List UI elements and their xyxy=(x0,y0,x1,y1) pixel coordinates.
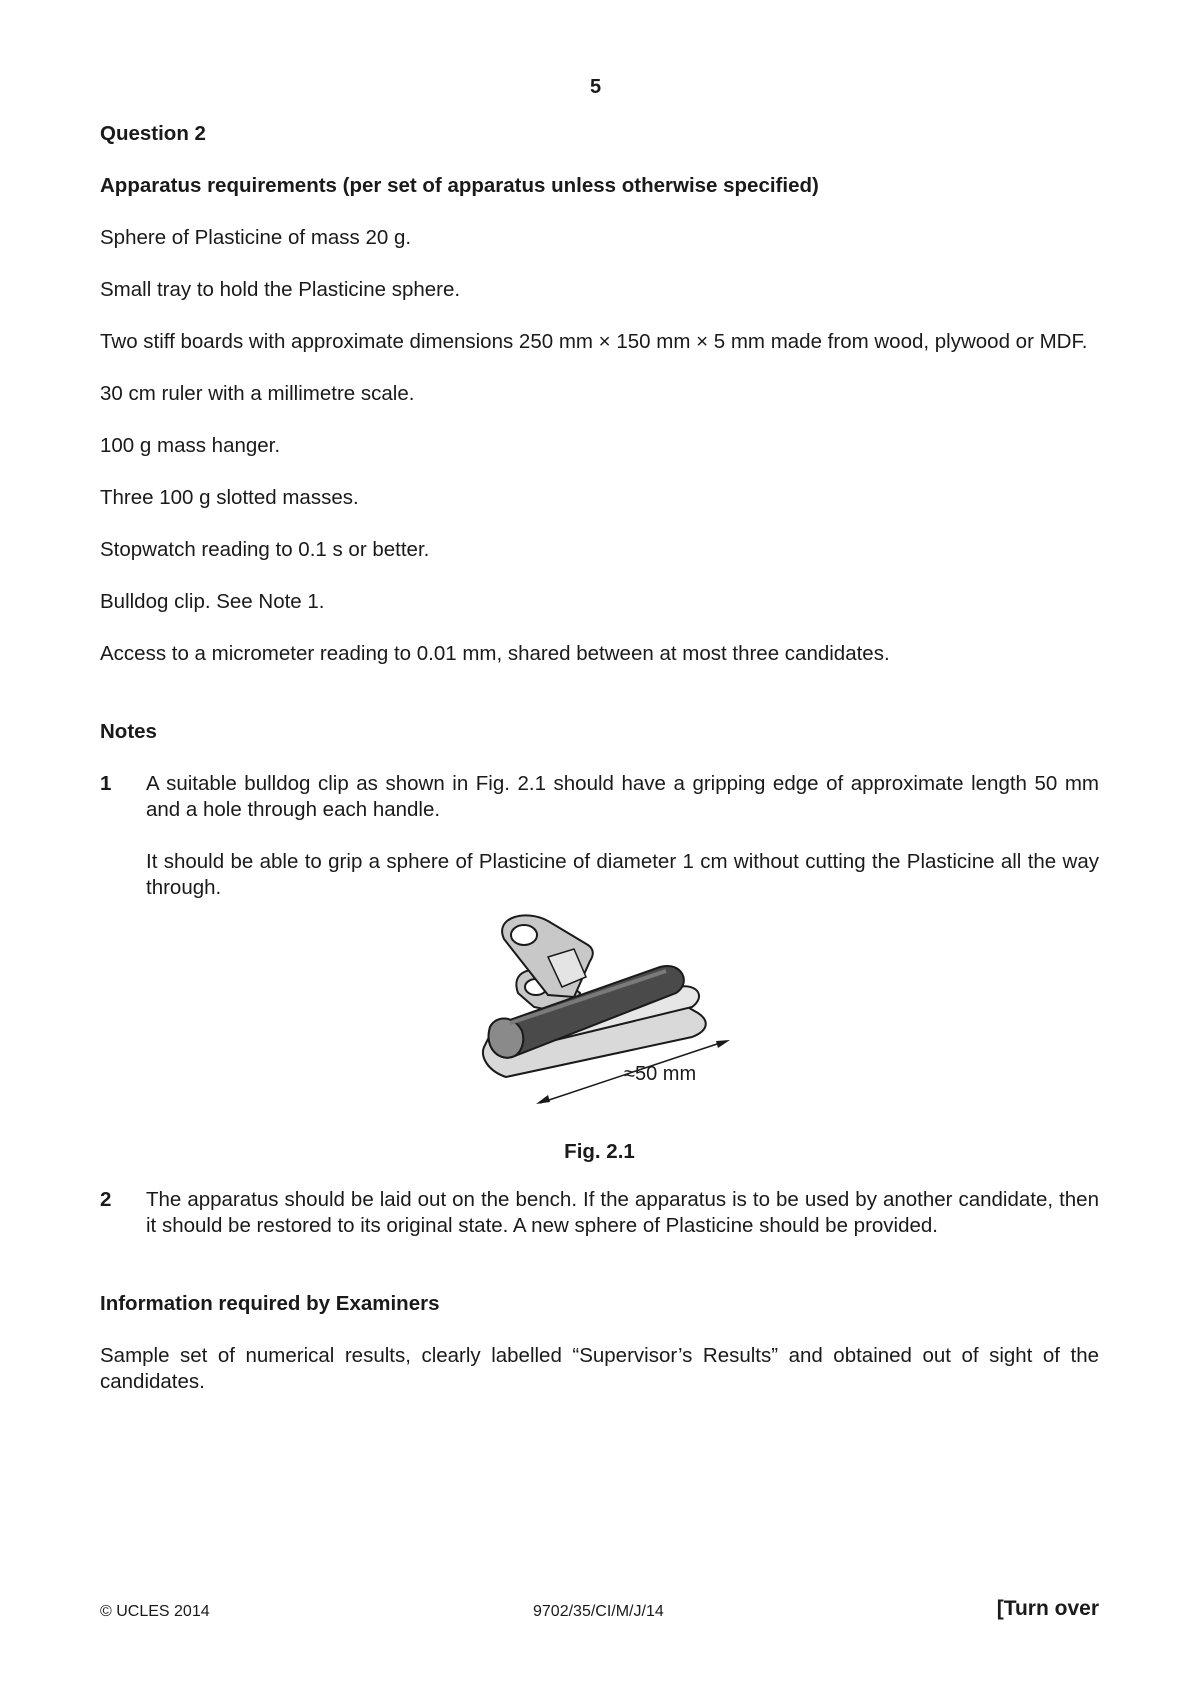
figure-2-1 xyxy=(100,901,1099,1163)
apparatus-item: Small tray to hold the Plasticine sphere. xyxy=(100,278,461,301)
note-number: 2 xyxy=(100,1188,112,1211)
apparatus-item: Access to a micrometer reading to 0.01 mm, shared between at most three candidates. xyxy=(100,642,890,665)
examiners-heading: Information required by Examiners xyxy=(100,1292,440,1315)
apparatus-item: Two stiff boards with approximate dimensions 250 mm × 150 mm × 5 mm made from wood, plywood or MDF. xyxy=(100,330,1088,353)
apparatus-item: 100 g mass hanger. xyxy=(100,434,281,457)
page-number: 5 xyxy=(589,76,602,98)
apparatus-item: 30 cm ruler with a millimetre scale. xyxy=(100,382,415,405)
note-1-paragraph-2: It should be able to grip a sphere of Plasticine of diameter 1 cm without cutting the Plasticine all the way through. xyxy=(146,850,1099,899)
figure-caption: Fig. 2.1 xyxy=(564,1140,635,1163)
note-number: 1 xyxy=(100,772,112,795)
apparatus-heading: Apparatus requirements (per set of apparatus unless otherwise specified) xyxy=(100,174,819,197)
question-title: Question 2 xyxy=(100,122,206,145)
page-content xyxy=(100,121,1099,1395)
footer-code: 9702/35/CI/M/J/14 xyxy=(533,1603,664,1620)
notes-heading: Notes xyxy=(100,720,157,743)
dimension-label: ≈50 mm xyxy=(624,1063,697,1085)
apparatus-item: Bulldog clip. See Note 1. xyxy=(100,590,325,613)
apparatus-item: Three 100 g slotted masses. xyxy=(100,486,359,509)
note-1-paragraph-1: A suitable bulldog clip as shown in Fig. 2.1 should have a gripping edge of approximate length 50 mm and a hole through each handle. xyxy=(146,772,1099,821)
note-2-text: The apparatus should be laid out on the bench. If the apparatus is to be used by another candidate, then it should be restored to its original state. A new sphere of Plasticine should be provided. xyxy=(146,1188,1099,1237)
footer-turn-over: [Turn over xyxy=(996,1597,1099,1620)
examiners-text: Sample set of numerical results, clearly labelled “Supervisor’s Results” and obtained out of sight of the candidates. xyxy=(100,1344,1099,1393)
apparatus-item: Stopwatch reading to 0.1 s or better. xyxy=(100,538,430,561)
bulldog-clip-illustration xyxy=(470,911,760,1121)
apparatus-item: Sphere of Plasticine of mass 20 g. xyxy=(100,226,412,249)
note-1 xyxy=(100,771,1099,901)
footer-copyright: © UCLES 2014 xyxy=(100,1603,210,1620)
note-2 xyxy=(100,1187,1099,1239)
page-footer xyxy=(100,1597,1099,1627)
